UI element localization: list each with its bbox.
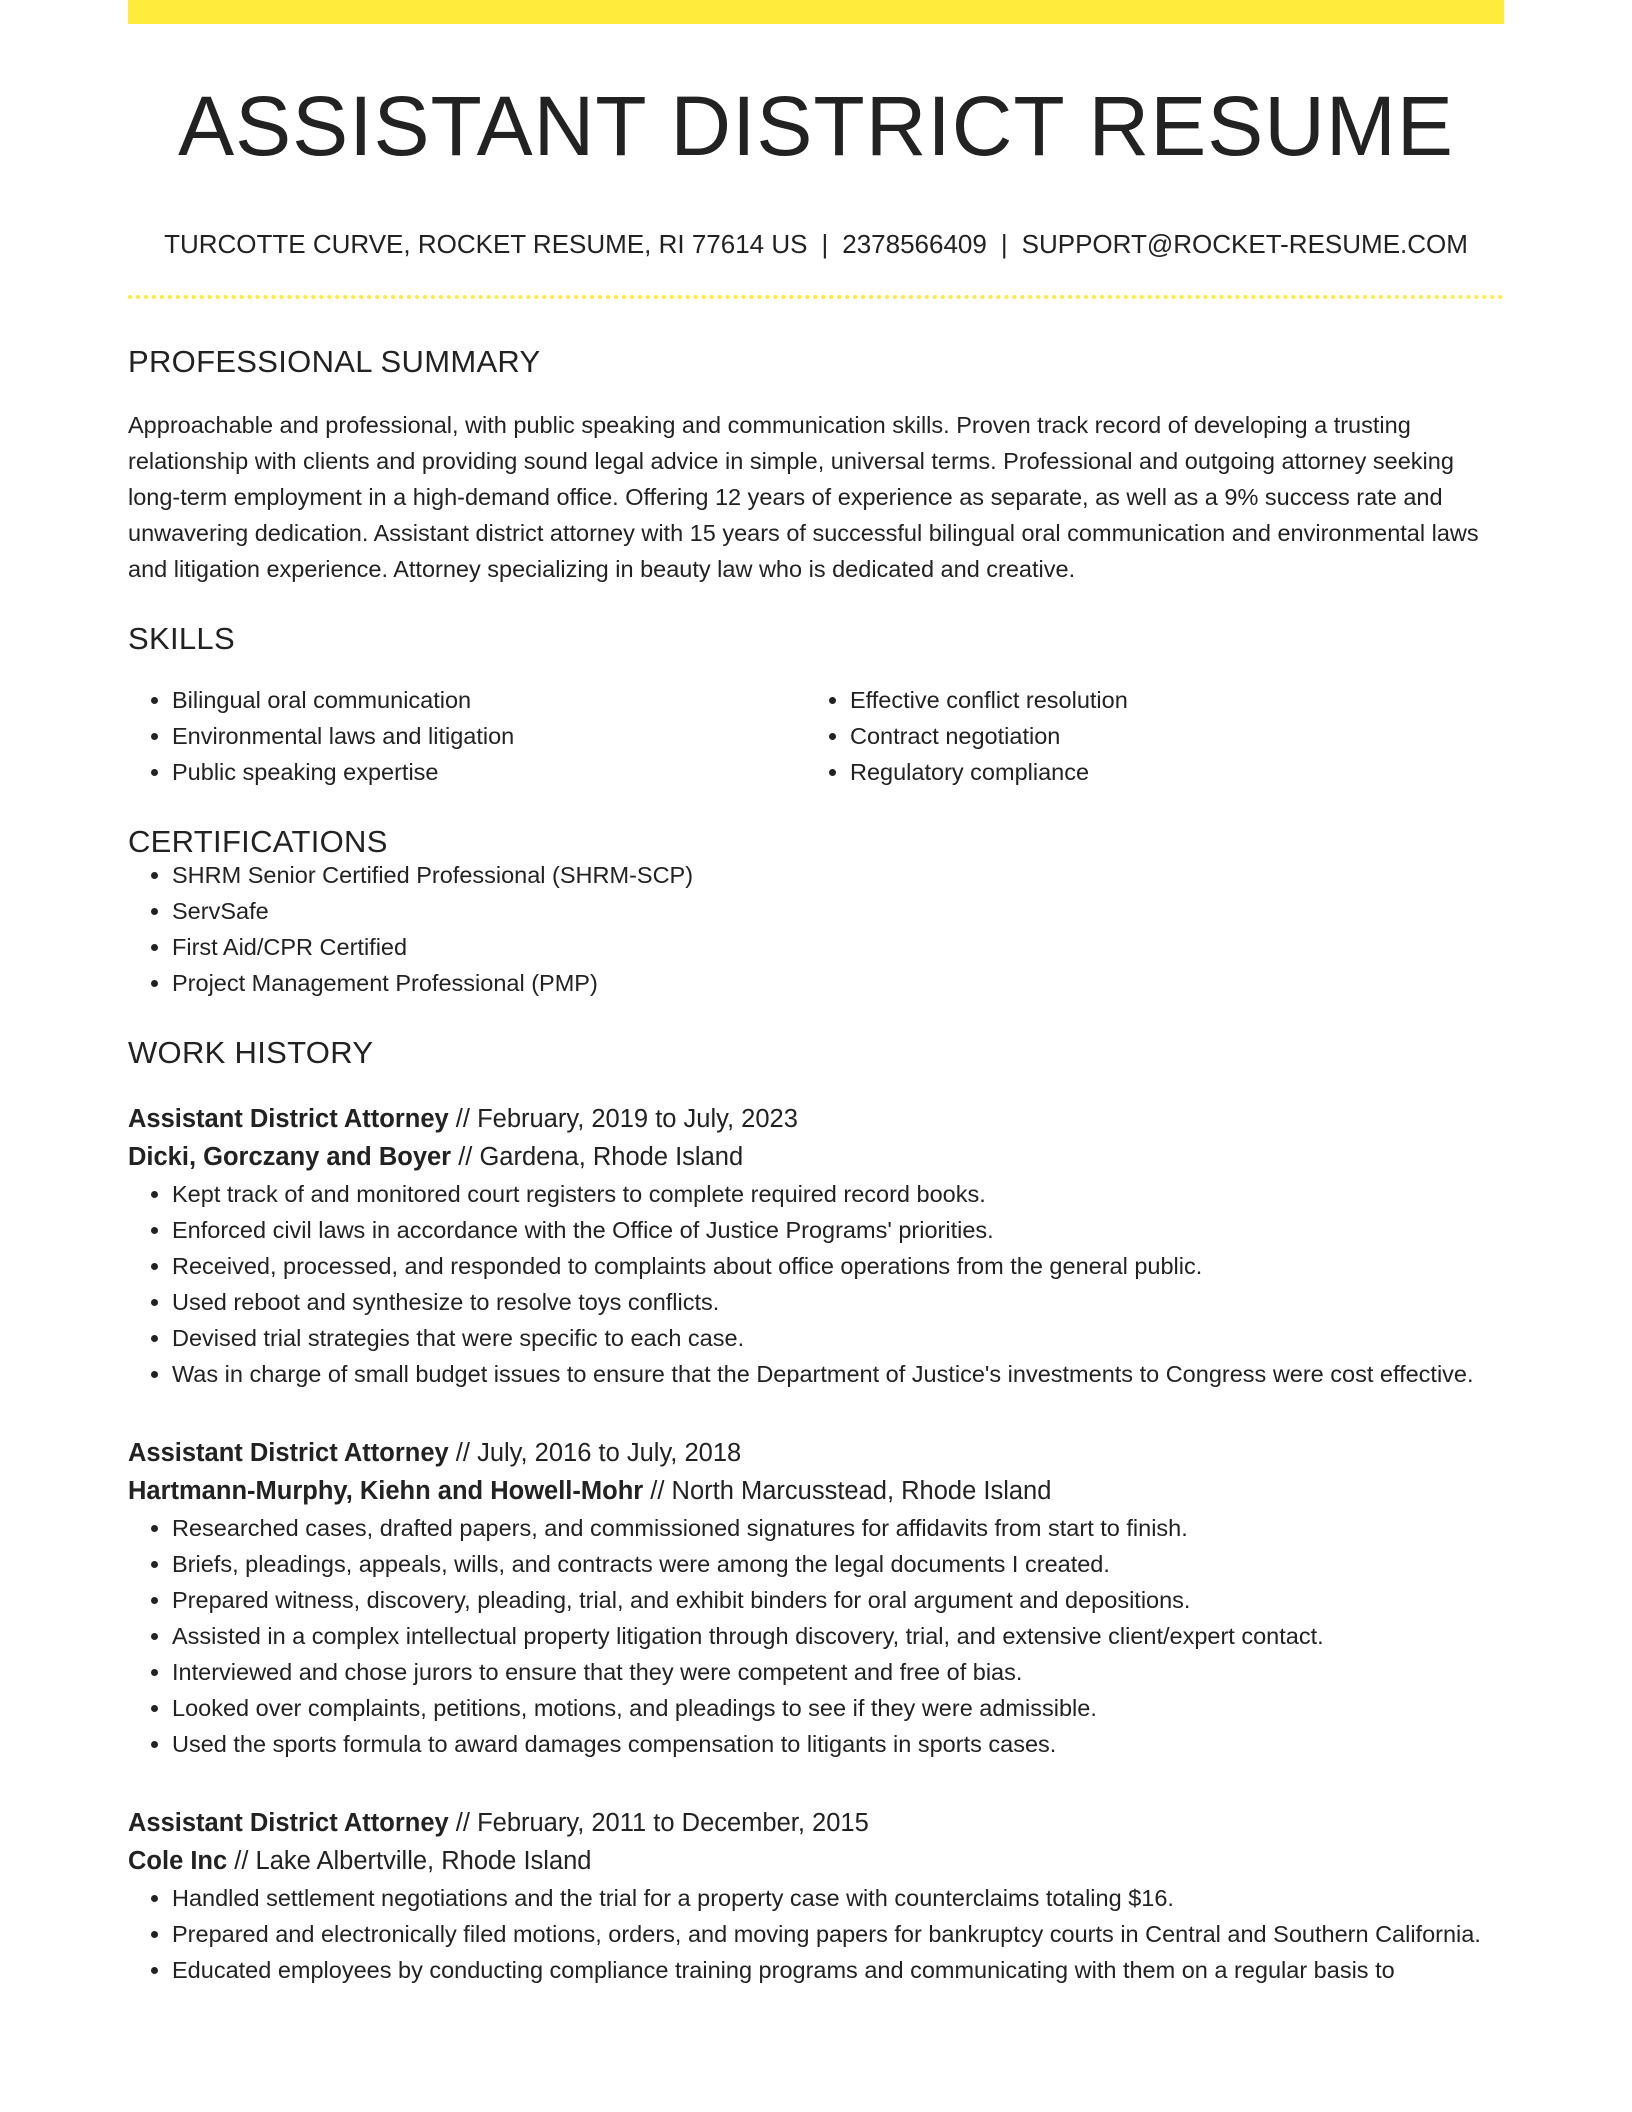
job-company-line — [128, 1138, 1504, 1176]
skill-item: • Bilingual oral communication — [172, 682, 806, 718]
job-duty: • Assisted in a complex intellectual property litigation through discovery, trial, and extensive client/expert contact. — [172, 1618, 1504, 1654]
job-separator: // — [643, 1477, 672, 1505]
job-separator: // — [448, 1809, 478, 1837]
skills-column-right — [806, 682, 1484, 790]
job-entry — [128, 1804, 1504, 1988]
job-duty: • Devised trial strategies that were specific to each case. — [172, 1320, 1504, 1356]
job-dates: February, 2011 to December, 2015 — [477, 1809, 869, 1837]
job-duty: • Prepared witness, discovery, pleading, trial, and exhibit binders for oral argument and depositions. — [172, 1582, 1504, 1618]
job-duty: • Researched cases, drafted papers, and commissioned signatures for affidavits from start to finish. — [172, 1510, 1504, 1546]
resume-page — [128, 0, 1504, 1988]
dotted-divider — [128, 295, 1504, 299]
job-location: North Marcusstead, Rhode Island — [671, 1477, 1052, 1505]
certification-item: • SHRM Senior Certified Professional (SHRM-SCP) — [172, 857, 1504, 893]
job-entry — [128, 1434, 1504, 1762]
skill-item: • Contract negotiation — [850, 718, 1484, 754]
job-duty: • Kept track of and monitored court registers to complete required record books. — [172, 1176, 1504, 1212]
contact-separator: | — [1000, 229, 1008, 259]
job-entry — [128, 1100, 1504, 1392]
job-company: Cole Inc — [128, 1847, 228, 1875]
job-title: Assistant District Attorney — [128, 1105, 449, 1133]
job-duty: • Used the sports formula to award damages compensation to litigants in sports cases. — [172, 1726, 1504, 1762]
contact-address: TURCOTTE CURVE, ROCKET RESUME, RI 77614 US — [164, 229, 808, 259]
job-duties-list — [128, 1510, 1504, 1762]
contact-line — [128, 231, 1504, 257]
skill-item: • Regulatory compliance — [850, 754, 1484, 790]
job-title: Assistant District Attorney — [128, 1809, 449, 1837]
skills-list-right — [806, 682, 1484, 790]
certifications-heading: CERTIFICATIONS — [128, 824, 388, 859]
job-duty: • Educated employees by conducting compliance training programs and communicating with them on a regular basis to — [172, 1952, 1504, 1988]
job-company-line — [128, 1472, 1504, 1510]
job-separator: // — [448, 1105, 478, 1133]
job-location: Lake Albertville, Rhode Island — [255, 1847, 592, 1875]
job-duty: • Was in charge of small budget issues to ensure that the Department of Justice's investments to Congress were cost effective. — [172, 1356, 1504, 1392]
work-history-heading: WORK HISTORY — [128, 1035, 374, 1070]
skills-column-left — [128, 682, 806, 790]
job-company: Dicki, Gorczany and Boyer — [128, 1143, 452, 1171]
job-separator: // — [227, 1847, 256, 1875]
job-title: Assistant District Attorney — [128, 1439, 449, 1467]
summary-heading: PROFESSIONAL SUMMARY — [128, 344, 541, 379]
job-duty: • Briefs, pleadings, appeals, wills, and contracts were among the legal documents I created. — [172, 1546, 1504, 1582]
skills-columns — [128, 682, 1504, 790]
job-title-line — [128, 1434, 1504, 1472]
contact-phone: 2378566409 — [842, 229, 987, 259]
job-location: Gardena, Rhode Island — [479, 1143, 744, 1171]
job-duty: • Handled settlement negotiations and the trial for a property case with counterclaims totaling $16. — [172, 1880, 1504, 1916]
job-company-line — [128, 1842, 1504, 1880]
certifications-list — [128, 857, 1504, 1001]
contact-email: SUPPORT@ROCKET-RESUME.COM — [1021, 229, 1468, 259]
job-duties-list — [128, 1176, 1504, 1392]
skills-heading: SKILLS — [128, 621, 235, 656]
resume-title: ASSISTANT DISTRICT RESUME — [178, 79, 1454, 173]
job-separator: // — [448, 1439, 478, 1467]
job-duty: • Enforced civil laws in accordance with the Office of Justice Programs' priorities. — [172, 1212, 1504, 1248]
skill-item: • Effective conflict resolution — [850, 682, 1484, 718]
job-duty: • Used reboot and synthesize to resolve toys conflicts. — [172, 1284, 1504, 1320]
skills-list-left — [128, 682, 806, 790]
job-duty: • Interviewed and chose jurors to ensure that they were competent and free of bias. — [172, 1654, 1504, 1690]
job-dates: February, 2019 to July, 2023 — [477, 1105, 798, 1133]
certification-item: • Project Management Professional (PMP) — [172, 965, 1504, 1001]
accent-top-bar — [128, 0, 1504, 24]
job-dates: July, 2016 to July, 2018 — [477, 1439, 742, 1467]
job-duty: • Looked over complaints, petitions, motions, and pleadings to see if they were admissible. — [172, 1690, 1504, 1726]
job-company: Hartmann-Murphy, Kiehn and Howell-Mohr — [128, 1477, 644, 1505]
job-title-line — [128, 1804, 1504, 1842]
job-title-line — [128, 1100, 1504, 1138]
job-duty: • Received, processed, and responded to complaints about office operations from the general public. — [172, 1248, 1504, 1284]
summary-text: Approachable and professional, with public speaking and communication skills. Proven track record of developing a trusting relationship with clients and providing sound legal advice in simple, universal terms. Professional and outgoing attorney seeking long-term employment in a high-demand office. Offering 12 years of experience as separate, as well as a 9% success rate and unwavering dedication. Assistant district attorney with 15 years of successful bilingual oral communication and environmental laws and litigation experience. Attorney specializing in beauty law who is dedicated and creative. — [128, 412, 1479, 582]
skill-item: • Public speaking expertise — [172, 754, 806, 790]
certification-item: • ServSafe — [172, 893, 1504, 929]
job-separator: // — [451, 1143, 480, 1171]
job-duties-list — [128, 1880, 1504, 1988]
certification-item: • First Aid/CPR Certified — [172, 929, 1504, 965]
skill-item: • Environmental laws and litigation — [172, 718, 806, 754]
job-duty: • Prepared and electronically filed motions, orders, and moving papers for bankruptcy courts in Central and Southern California. — [172, 1916, 1504, 1952]
contact-separator: | — [821, 229, 829, 259]
